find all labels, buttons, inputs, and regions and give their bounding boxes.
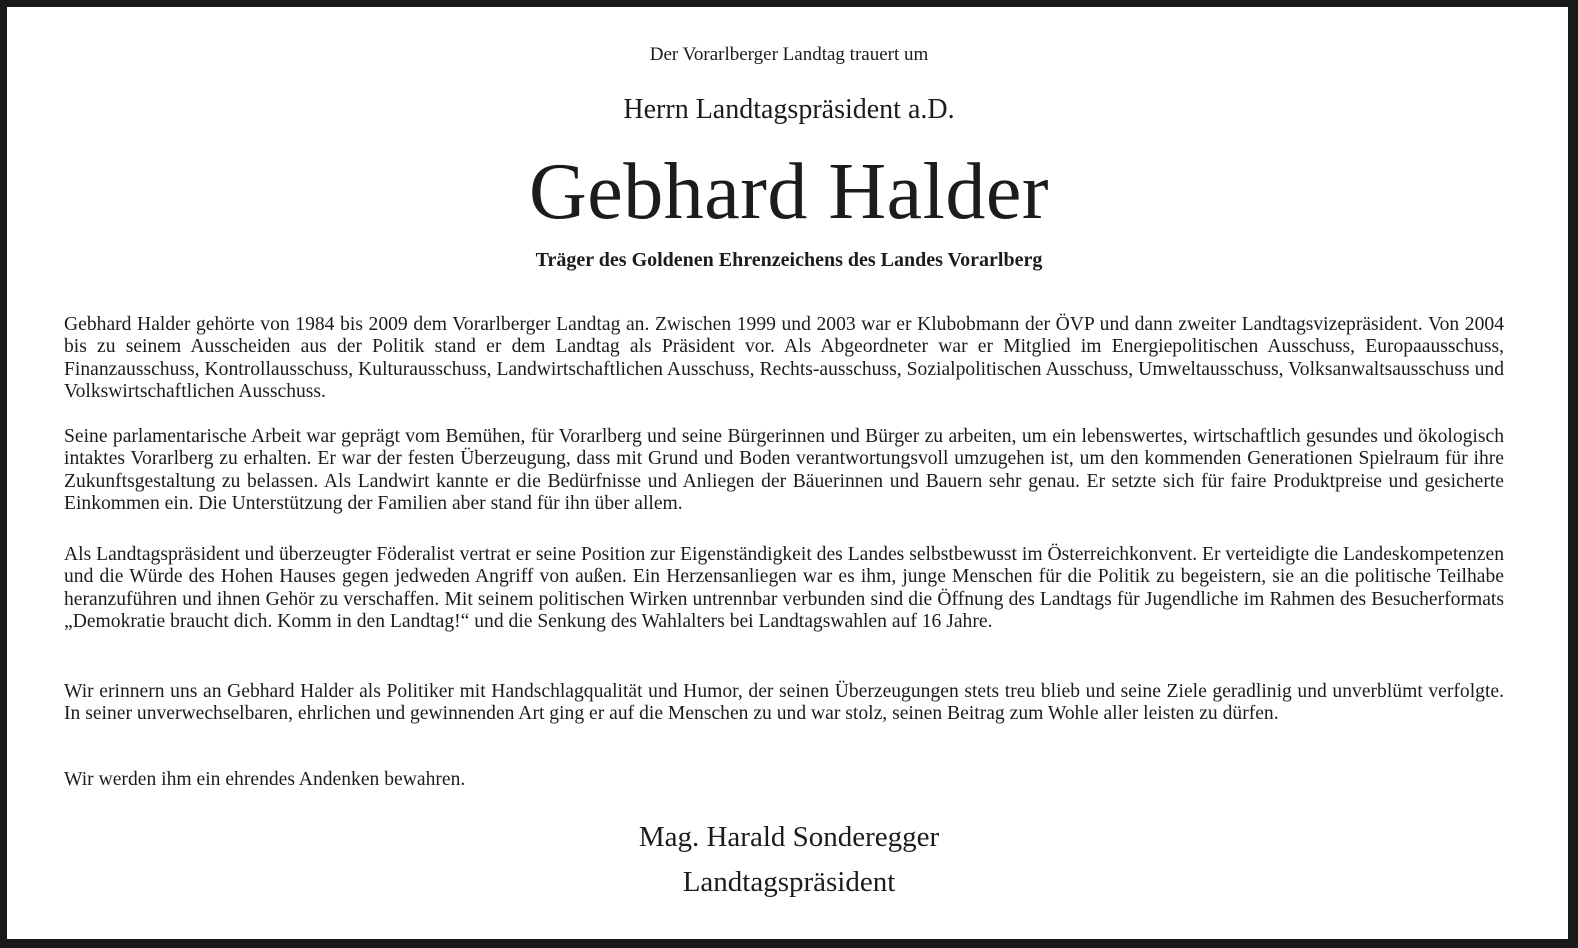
paragraph-text: Als Landtagspräsident und überzeugter Föderalist vertrat er seine Position zur Eigenständigkeit des Landes selbstbewusst im Österreichkonvent. Er verteidigte die Landeskompetenzen und die Würde des Hohen Hauses gegen jedweden Angriff von außen. Ein Herzensanliegen war es ihm, junge Menschen für die Politik zu begeistern, sie an die politische Teilhabe heranzuführen und ihnen Gehör zu verschaffen. Mit seinem politischen Wirken untrennbar verbunden sind die Öffnung des Landtags für Jugendliche im Rahmen des Besucherformats „Demokratie braucht dich. Komm in den Landtag!“ und die Senkung des Wahlalters bei Landtagswahlen auf 16 Jahre.	[64, 544, 1504, 632]
paragraph-text: Wir werden ihm ein ehrendes Andenken bewahren.	[64, 769, 466, 790]
award-line: Träger des Goldenen Ehrenzeichens des Landes Vorarlberg	[535, 249, 1043, 271]
paragraph-closing	[64, 769, 1504, 791]
deceased-name: Gebhard Halder	[528, 148, 1050, 236]
paragraph-work	[64, 426, 1504, 515]
paragraph-text: Gebhard Halder gehörte von 1984 bis 2009 dem Vorarlberger Landtag an. Zwischen 1999 und 2003 war er Klubobmann der ÖVP und dann zweiter Landtagsvizepräsident. Von 2004 bis zu seinem Ausscheiden aus der Politik stand er dem Landtag als Präsident vor. Als Abgeordneter war er Mitglied im Energiepolitischen Ausschuss, Europaausschuss, Finanzausschuss, Kontrollausschuss, Kulturausschuss, Landwirtschaftlichen Ausschuss, Rechts-ausschuss, Sozialpolitischen Ausschuss, Umweltausschuss, Volksanwaltsausschuss und Volkswirtschaftlichen Ausschuss.	[64, 314, 1504, 402]
paragraph-text: Seine parlamentarische Arbeit war geprägt vom Bemühen, für Vorarlberg und seine Bürgerinnen und Bürger zu arbeiten, um ein lebenswertes, wirtschaftlich gesundes und ökologisch intaktes Vorarlberg zu erhalten. Er war der festen Überzeugung, dass mit Grund und Boden verantwortungsvoll umzugehen ist, um den kommenden Generationen Spielraum für ihre Zukunftsgestaltung zu belassen. Als Landwirt kannte er die Bedürfnisse und Anliegen der Bäuerinnen und Bauern sehr genau. Er setzte sich für faire Produktpreise und gesicherte Einkommen ein. Die Unterstützung der Familien aber stand für ihn über allem.	[64, 426, 1504, 514]
paragraph-presidency	[64, 544, 1504, 633]
signer-title: Landtagspräsident	[682, 866, 896, 898]
signer-name: Mag. Harald Sonderegger	[638, 821, 940, 853]
paragraph-career	[64, 314, 1504, 403]
honorific-title: Herrn Landtagspräsident a.D.	[623, 94, 955, 125]
paragraph-text: Wir erinnern uns an Gebhard Halder als Politiker mit Handschlagqualität und Humor, der seinen Überzeugungen stets treu blieb und seine Ziele geradlinig und unverblümt verfolgte. In seiner unverwechselbaren, ehrlichen und gewinnenden Art ging er auf die Menschen zu und war stolz, seinen Beitrag zum Wohle aller leisten zu dürfen.	[64, 681, 1504, 725]
intro-line: Der Vorarlberger Landtag trauert um	[649, 44, 929, 65]
paragraph-remembrance	[64, 681, 1504, 726]
